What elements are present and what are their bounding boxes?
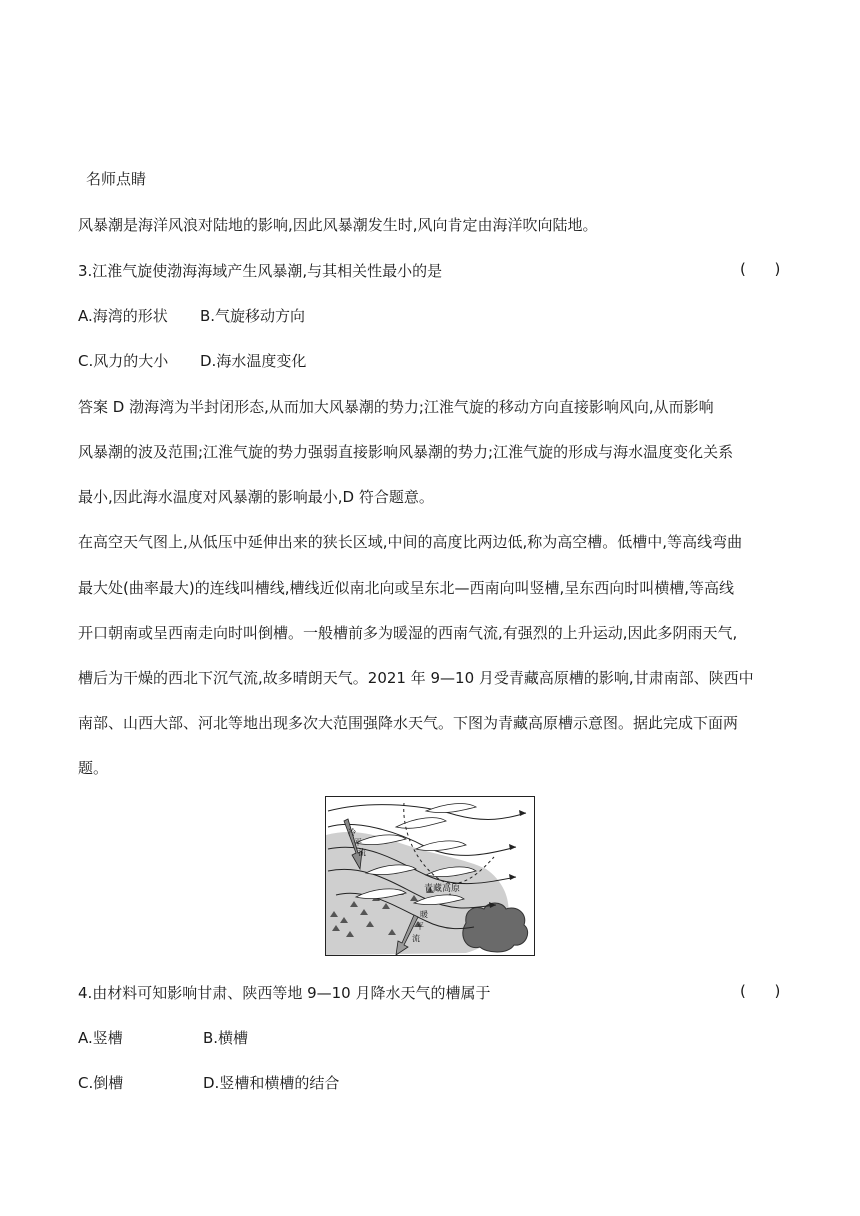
q3-answer-line-2: 风暴潮的波及范围;江淮气旋的势力强弱直接影响风暴潮的势力;江淮气旋的形成与海水温度变化关系 bbox=[78, 443, 734, 461]
q3-answer-line-1: 答案 D 渤海湾为半封闭形态,从而加大风暴潮的势力;江淮气旋的移动方向直接影响风向,从而影响 bbox=[78, 398, 714, 416]
cold-advection-label: 冷 bbox=[348, 828, 356, 837]
material-line-1: 在高空天气图上,从低压中延伸出来的狭长区域,中间的高度比两边低,称为高空槽。低槽中,等高线弯曲 bbox=[78, 533, 743, 551]
q3-option-a: A.海湾的形状 bbox=[78, 307, 168, 325]
q3-option-b: B.气旋移动方向 bbox=[200, 307, 306, 325]
q4-option-a: A.竖槽 bbox=[78, 1029, 123, 1047]
material-line-5: 南部、山西大部、河北等地出现多次大范围强降水天气。下图为青藏高原槽示意图。据此完成下面两 bbox=[78, 714, 739, 732]
svg-text:流: 流 bbox=[358, 848, 366, 857]
q4-option-c: C.倒槽 bbox=[78, 1074, 124, 1092]
material-line-4: 槽后为干燥的西北下沉气流,故多晴朗天气。2021 年 9—10 月受青藏高原槽的影响,甘肃南部、陕西中 bbox=[78, 669, 754, 687]
svg-text:流: 流 bbox=[412, 934, 420, 943]
svg-text:平: 平 bbox=[354, 838, 362, 847]
q3-stem: 3.江淮气旋使渤海海域产生风暴潮,与其相关性最小的是 bbox=[78, 262, 443, 280]
warm-advection-label: 暖 bbox=[420, 910, 428, 919]
q3-option-d: D.海水温度变化 bbox=[200, 352, 307, 370]
material-line-3: 开口朝南或呈西南走向时叫倒槽。一般槽前多为暖湿的西南气流,有强烈的上升运动,因此多阴雨天气, bbox=[78, 624, 738, 642]
plateau-trough-figure bbox=[325, 796, 535, 956]
q3-option-c: C.风力的大小 bbox=[78, 352, 169, 370]
q3-answer-blank: ( ) bbox=[740, 260, 781, 278]
tip-heading: 名师点睛 bbox=[86, 170, 147, 188]
q4-option-d: D.竖槽和横槽的结合 bbox=[203, 1074, 340, 1092]
plateau-trough-diagram bbox=[326, 797, 534, 955]
q3-answer-line-3: 最小,因此海水温度对风暴潮的影响最小,D 符合题意。 bbox=[78, 488, 434, 506]
plateau-label: 青藏高原 bbox=[424, 884, 461, 894]
svg-text:平: 平 bbox=[416, 922, 424, 931]
tip-text: 风暴潮是海洋风浪对陆地的影响,因此风暴潮发生时,风向肯定由海洋吹向陆地。 bbox=[78, 216, 598, 234]
q4-option-b: B.横槽 bbox=[203, 1029, 249, 1047]
material-line-6: 题。 bbox=[78, 759, 109, 777]
q4-stem: 4.由材料可知影响甘肃、陕西等地 9—10 月降水天气的槽属于 bbox=[78, 984, 491, 1002]
q4-answer-blank: ( ) bbox=[740, 982, 781, 1000]
material-line-2: 最大处(曲率最大)的连线叫槽线,槽线近似南北向或呈东北—西南向叫竖槽,呈东西向时叫横槽,等高线 bbox=[78, 579, 735, 597]
